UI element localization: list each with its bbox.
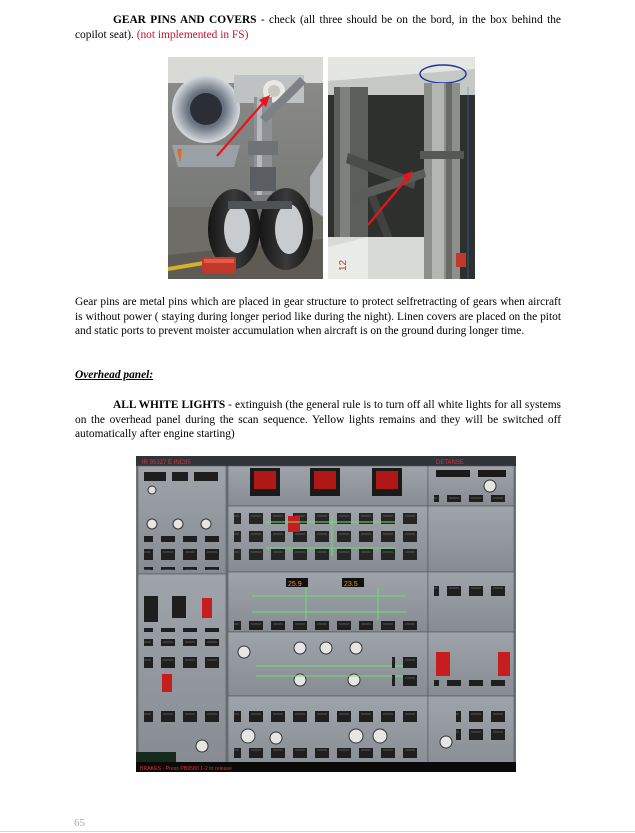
- svg-text:IR 95327 E INC95: IR 95327 E INC95: [142, 460, 191, 466]
- white-lights-paragraph: [75, 398, 561, 442]
- gear-pins-instruction: - check (all three should be on the bord, in the box behind the copilot seat).: [75, 14, 561, 41]
- overhead-panel-photo: [136, 456, 516, 772]
- gear-pins-title: GEAR PINS AND COVERS: [113, 14, 257, 26]
- footer-divider: [0, 831, 635, 832]
- white-lights-text: - extinguish (the general rule is to turn off all white lights for all systems on the overhead panel during the scan sequence. Yellow lights remains and they will be switched off automatically after engine starting): [75, 399, 561, 441]
- main-gear-bay-photo: [328, 57, 475, 279]
- overhead-panel-heading: Overhead panel:: [75, 369, 154, 381]
- readout-left: 25.9: [288, 581, 302, 588]
- svg-text:12: 12: [338, 259, 349, 271]
- svg-text:DETANSE: DETANSE: [436, 460, 464, 466]
- readout-right: 23.5: [344, 581, 358, 588]
- nose-gear-photo: [168, 57, 323, 279]
- page-number: 65: [74, 817, 85, 829]
- white-lights-title: ALL WHITE LIGHTS: [113, 399, 226, 411]
- gear-pins-paragraph: [75, 13, 561, 42]
- gear-pins-description: Gear pins are metal pins which are placed in gear structure to protect selfretracting of gears when aircraft is without power ( staying during longer period like during the night). Linen covers are placed on the pitot and static ports to prevent moister accumulation when aircraft is on the ground during longer time.: [75, 296, 561, 338]
- not-implemented-note: (not implemented in FS): [136, 28, 249, 41]
- sim-status-message: BRAKES - Press PB9580 1-2 to release: [140, 766, 232, 772]
